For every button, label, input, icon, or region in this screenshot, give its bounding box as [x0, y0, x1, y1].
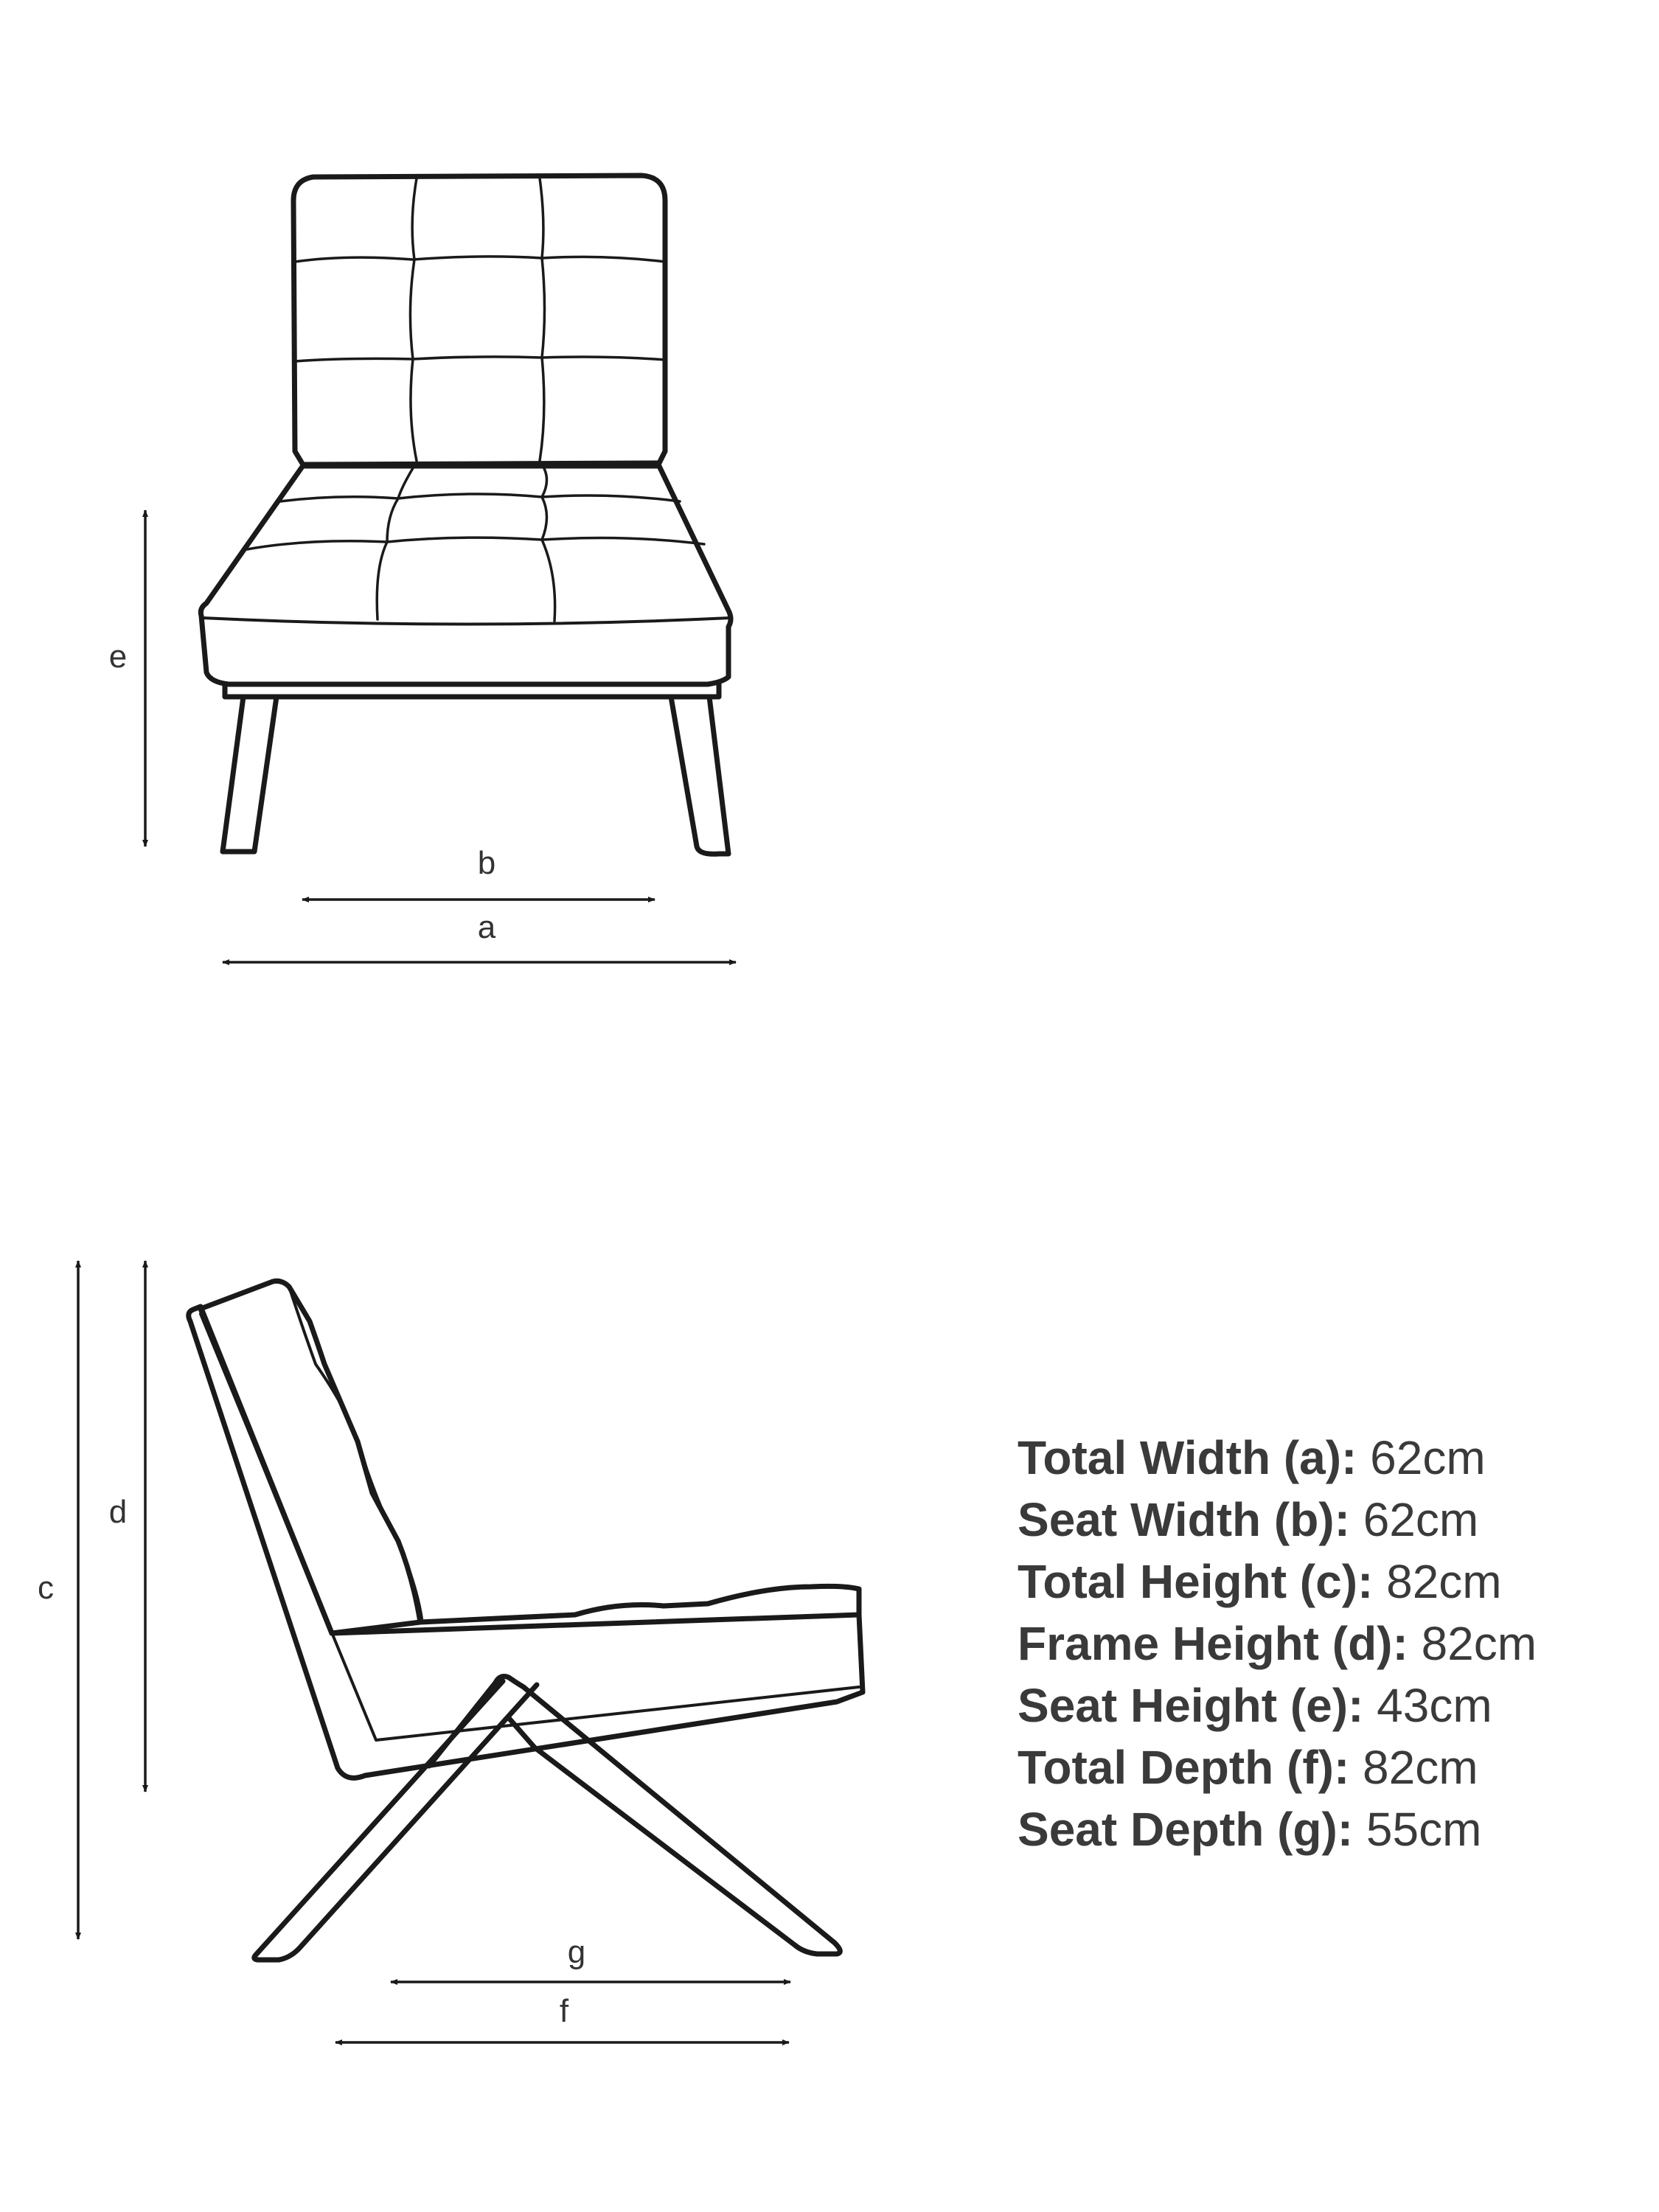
front-left-leg: [223, 697, 276, 852]
side-frame-inner: [201, 1314, 859, 1740]
side-view-dimensions: [78, 1261, 790, 2042]
spec-seat-depth: [1018, 1798, 1537, 1860]
spec-name: Total Width (a):: [1018, 1431, 1357, 1484]
backrest-outline: [293, 175, 665, 466]
spec-name: Seat Width (b):: [1018, 1493, 1350, 1546]
spec-seat-width: [1018, 1489, 1537, 1551]
dimension-label-b: b: [477, 845, 496, 881]
spec-value: 62cm: [1370, 1431, 1486, 1484]
spec-name: Seat Height (e):: [1018, 1679, 1364, 1732]
spec-value: 62cm: [1363, 1493, 1479, 1546]
side-rear-leg: [254, 1681, 537, 1960]
spec-value: 43cm: [1377, 1679, 1492, 1732]
spec-frame-height: [1018, 1613, 1537, 1674]
front-view-chair: [201, 175, 731, 854]
spec-total-height: [1018, 1551, 1537, 1613]
spec-name: Seat Depth (g):: [1018, 1803, 1354, 1856]
dimension-label-c: c: [38, 1570, 54, 1606]
dimension-label-f: f: [559, 1993, 569, 2029]
dimension-label-a: a: [477, 909, 496, 945]
backrest-tufting: [295, 178, 665, 461]
seat-tufting: [247, 465, 704, 621]
front-right-leg: [671, 697, 728, 854]
side-frame-outline: [189, 1307, 863, 1778]
side-back-tufting: [289, 1287, 422, 1618]
front-view-dimensions: [145, 510, 736, 962]
spec-name: Total Depth (f):: [1018, 1741, 1350, 1794]
side-front-leg: [429, 1677, 840, 1954]
spec-name: Frame Height (d):: [1018, 1617, 1408, 1670]
spec-seat-height: [1018, 1674, 1537, 1736]
dimension-label-g: g: [567, 1934, 586, 1970]
spec-value: 82cm: [1386, 1555, 1502, 1608]
dimension-label-e: e: [108, 639, 128, 675]
side-view-chair: [189, 1281, 863, 1960]
spec-total-depth: [1018, 1736, 1537, 1798]
spec-total-width: [1018, 1427, 1537, 1489]
spec-value: 82cm: [1421, 1617, 1537, 1670]
spec-name: Total Height (c):: [1018, 1555, 1374, 1608]
seat-front-edge: [203, 618, 730, 625]
spec-value: 55cm: [1366, 1803, 1482, 1856]
dimension-label-d: d: [108, 1494, 128, 1530]
spec-value: 82cm: [1363, 1741, 1478, 1794]
seat-cushion-outline: [201, 463, 731, 684]
dimension-spec-list: [1018, 1427, 1537, 1860]
